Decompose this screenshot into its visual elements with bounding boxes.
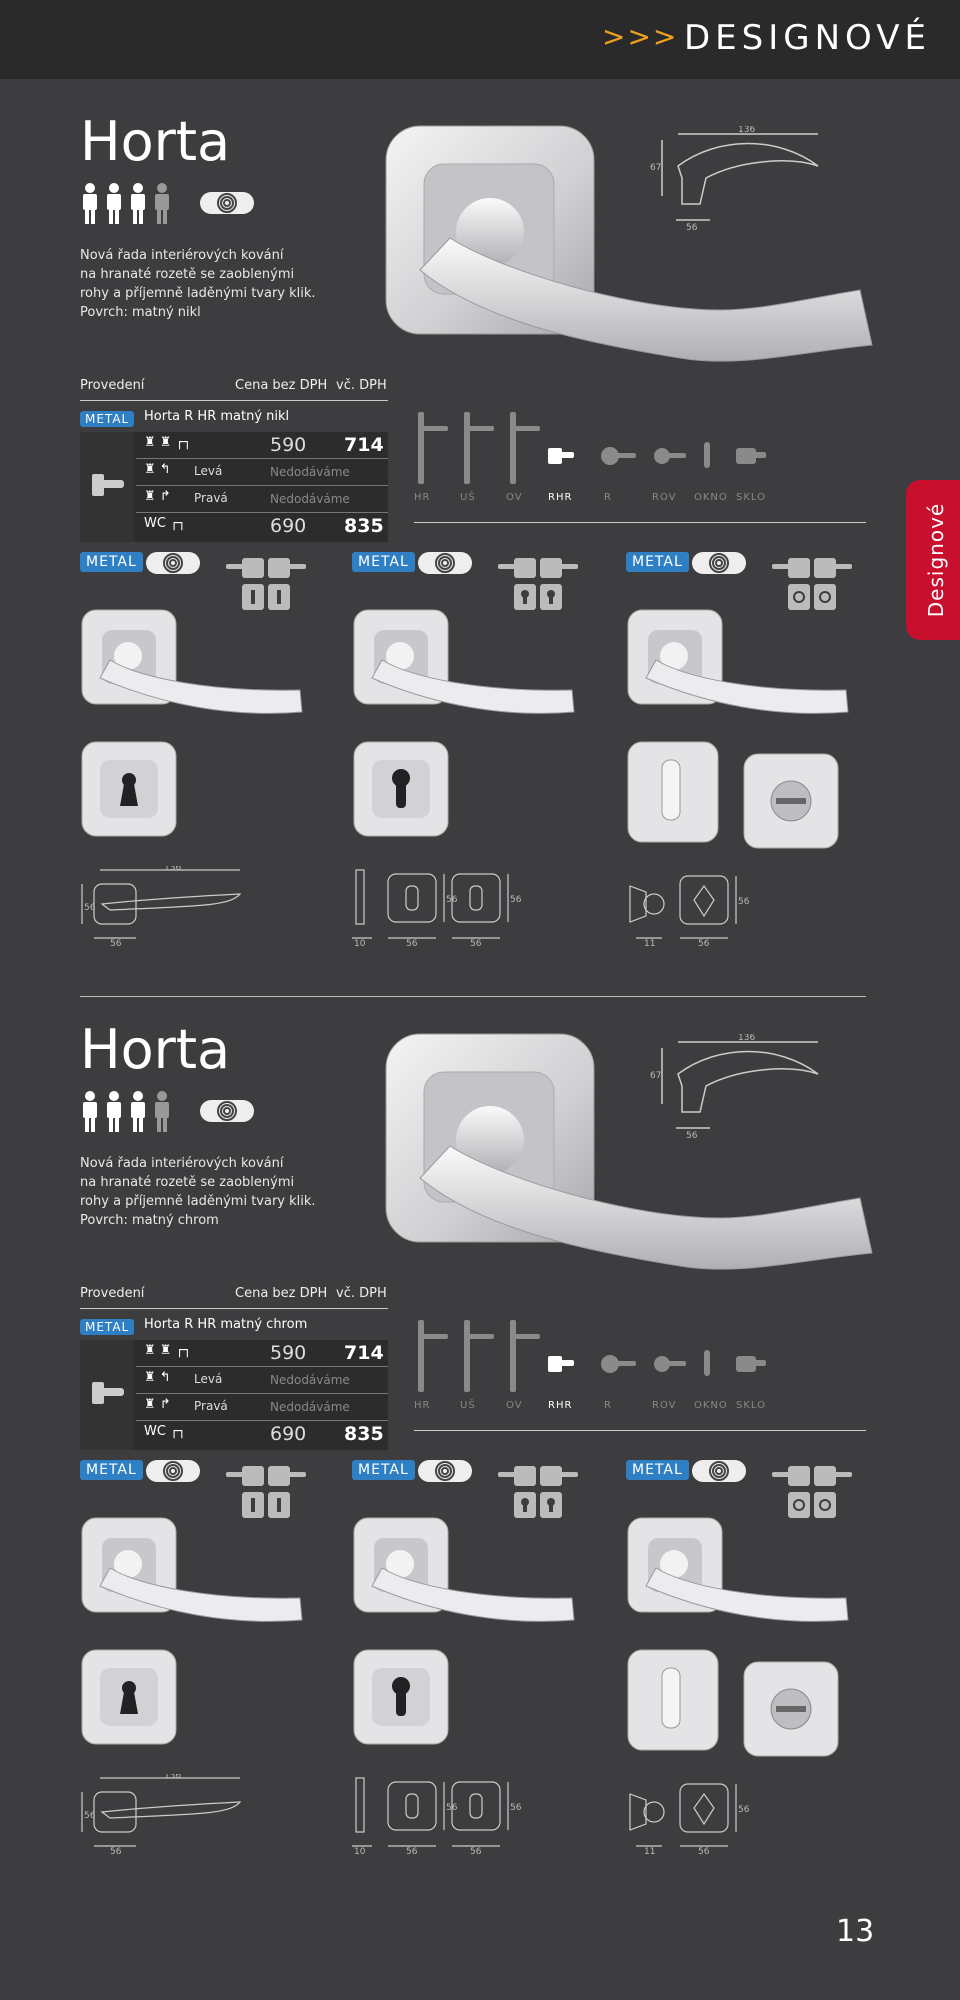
escutcheon-keyhole-image — [80, 740, 180, 844]
price-with-vat: 835 — [344, 1423, 384, 1445]
handle-type-label: OV — [506, 1400, 523, 1411]
price-rows — [80, 1340, 388, 1450]
wc-thumbturn-image — [626, 740, 846, 854]
section-divider — [80, 996, 866, 997]
not-supplied-note: Nedodáváme — [270, 1400, 350, 1414]
price-with-vat: 714 — [344, 1342, 384, 1364]
svg-text:136: 136 — [164, 866, 182, 873]
svg-text:11: 11 — [644, 1847, 656, 1854]
divider — [80, 400, 388, 401]
handle-type-label: R — [604, 1400, 612, 1411]
wear-rating-icon — [200, 192, 254, 214]
price-without-vat: 590 — [270, 1342, 307, 1364]
not-supplied-note: Nedodáváme — [270, 492, 350, 506]
handle-type-label: UŠ — [460, 1400, 476, 1411]
lock-type-icon: ♜ ♜ ┌┐ — [144, 435, 192, 450]
product-row — [80, 1316, 388, 1336]
handle-type-label: OKNO — [694, 492, 728, 503]
col-provedeni: Provedení — [80, 1286, 145, 1301]
wc-thumbturn-image — [626, 1648, 846, 1762]
col-price-with-vat: vč. DPH — [336, 378, 387, 393]
divider — [414, 522, 866, 523]
svg-text:56: 56 — [470, 939, 482, 946]
svg-text:56: 56 — [738, 897, 750, 907]
lever-image — [352, 608, 582, 742]
side-label: Pravá — [194, 1399, 228, 1413]
handle-type-label: RHR — [548, 1400, 573, 1411]
lever-image — [80, 1516, 310, 1650]
variant-column-wc — [626, 1456, 896, 1876]
price-table-header — [80, 1286, 388, 1308]
escutcheon-cylinder-image — [352, 1648, 452, 1752]
rose-icon — [80, 432, 134, 542]
handle-type-label: HR — [414, 492, 431, 503]
wear-rating-icon — [200, 1100, 254, 1122]
dimension-drawing — [648, 1034, 848, 1148]
svg-text:136: 136 — [738, 1034, 756, 1043]
variant-column-keyhole — [80, 1456, 350, 1876]
lock-type-icon: WC ┌┐ — [144, 1424, 186, 1439]
desc-line: Nová řada interiérových kování — [80, 1156, 284, 1171]
price-row-right — [136, 1394, 388, 1421]
handle-type-label: UŠ — [460, 492, 476, 503]
not-supplied-note: Nedodáváme — [270, 465, 350, 479]
metal-badge: METAL — [80, 552, 143, 572]
dimension-drawing — [80, 866, 260, 950]
desc-line: na hranaté rozetě se zaoblenými — [80, 1175, 295, 1190]
page-number: 13 — [836, 1914, 875, 1949]
svg-text:56: 56 — [738, 1805, 750, 1815]
metal-badge: METAL — [626, 552, 689, 572]
svg-text:10: 10 — [354, 939, 366, 946]
svg-text:56: 56 — [686, 1131, 698, 1141]
product-section — [0, 1018, 960, 1918]
metal-badge: METAL — [80, 411, 134, 427]
divider — [80, 1308, 388, 1309]
svg-text:136: 136 — [738, 126, 756, 135]
product-title: Horta — [80, 1018, 231, 1081]
price-rows — [80, 432, 388, 542]
svg-text:56: 56 — [686, 223, 698, 233]
variant-column-cylinder — [352, 548, 622, 968]
lock-type-icon: WC ┌┐ — [144, 516, 186, 531]
handle-type-legend — [414, 1314, 866, 1424]
load-rating-icon — [80, 182, 180, 230]
escutcheon-keyhole-image — [80, 1648, 180, 1752]
col-price-without-vat: Cena bez DPH — [235, 1286, 328, 1301]
dimension-drawing — [80, 1774, 260, 1858]
svg-text:56: 56 — [510, 895, 522, 905]
price-row-right — [136, 486, 388, 513]
svg-text:67: 67 — [650, 1071, 662, 1081]
price-row-wc — [136, 1421, 388, 1447]
price-row-left — [136, 1367, 388, 1394]
price-with-vat: 714 — [344, 434, 384, 456]
price-table-header — [80, 378, 388, 400]
load-rating-icon — [80, 1090, 180, 1138]
price-row-keyhole — [136, 1340, 388, 1367]
handle-type-label: HR — [414, 1400, 431, 1411]
col-price-without-vat: Cena bez DPH — [235, 378, 328, 393]
metal-badge: METAL — [80, 1460, 143, 1480]
col-price-with-vat: vč. DPH — [336, 1286, 387, 1301]
wear-rating-icon — [418, 1460, 472, 1482]
variant-column-wc — [626, 548, 896, 968]
lever-image — [626, 1516, 856, 1650]
lock-type-icon: ♜ ↱ — [144, 489, 171, 504]
price-without-vat: 690 — [270, 515, 307, 537]
header-title: DESIGNOVÉ — [684, 18, 931, 58]
dimension-drawing — [626, 866, 786, 950]
side-label: Levá — [194, 464, 223, 478]
side-tab-label: Designové — [924, 502, 948, 618]
wear-rating-icon — [146, 552, 200, 574]
product-title: Horta — [80, 110, 231, 173]
desc-line: Povrch: matný nikl — [80, 305, 201, 320]
svg-text:56: 56 — [84, 903, 96, 913]
handle-type-label: SKLO — [736, 492, 766, 503]
price-without-vat: 690 — [270, 1423, 307, 1445]
dimension-drawing — [352, 1774, 552, 1858]
svg-text:56: 56 — [406, 1847, 418, 1854]
handle-type-label: OV — [506, 492, 523, 503]
handle-type-label: R — [604, 492, 612, 503]
svg-text:56: 56 — [446, 1803, 458, 1813]
svg-text:10: 10 — [354, 1847, 366, 1854]
svg-text:11: 11 — [644, 939, 656, 946]
col-provedeni: Provedení — [80, 378, 145, 393]
product-section — [0, 110, 960, 1010]
handle-type-label: SKLO — [736, 1400, 766, 1411]
price-row-wc — [136, 513, 388, 539]
svg-text:56: 56 — [698, 1847, 710, 1854]
lever-image — [80, 608, 310, 742]
svg-text:136: 136 — [164, 1774, 182, 1781]
svg-text:56: 56 — [510, 1803, 522, 1813]
rose-icon — [80, 1340, 134, 1450]
handle-type-legend — [414, 406, 866, 516]
desc-line: na hranaté rozetě se zaoblenými — [80, 267, 295, 282]
variant-column-keyhole — [80, 548, 350, 968]
svg-text:56: 56 — [110, 939, 122, 946]
metal-badge: METAL — [626, 1460, 689, 1480]
escutcheon-cylinder-image — [352, 740, 452, 844]
header-bar — [0, 0, 960, 79]
lock-type-icon: ♜ ↱ — [144, 1397, 171, 1412]
dimension-drawing — [352, 866, 552, 950]
svg-text:67: 67 — [650, 163, 662, 173]
lock-type-icon: ♜ ↰ — [144, 1370, 171, 1385]
product-description — [80, 246, 360, 322]
price-row-left — [136, 459, 388, 486]
svg-text:56: 56 — [406, 939, 418, 946]
handle-type-label: ROV — [652, 492, 677, 503]
product-variant-name: Horta R HR matný chrom — [144, 1317, 308, 1332]
svg-text:56: 56 — [84, 1811, 96, 1821]
wear-rating-icon — [146, 1460, 200, 1482]
product-variant-name: Horta R HR matný nikl — [144, 409, 290, 424]
product-description — [80, 1154, 360, 1230]
lever-image — [626, 608, 856, 742]
svg-text:56: 56 — [470, 1847, 482, 1854]
metal-badge: METAL — [80, 1319, 134, 1335]
lever-image — [352, 1516, 582, 1650]
desc-line: Povrch: matný chrom — [80, 1213, 219, 1228]
svg-text:56: 56 — [698, 939, 710, 946]
metal-badge: METAL — [352, 552, 415, 572]
side-label: Levá — [194, 1372, 223, 1386]
lock-type-icon: ♜ ↰ — [144, 462, 171, 477]
dimension-drawing — [648, 126, 848, 240]
handle-type-label: ROV — [652, 1400, 677, 1411]
header-arrows: >>> — [602, 20, 679, 53]
desc-line: rohy a příjemně laděnými tvary klik. — [80, 286, 316, 301]
not-supplied-note: Nedodáváme — [270, 1373, 350, 1387]
svg-text:56: 56 — [446, 895, 458, 905]
product-row — [80, 408, 388, 428]
dimension-drawing — [626, 1774, 786, 1858]
handle-type-label: RHR — [548, 492, 573, 503]
desc-line: Nová řada interiérových kování — [80, 248, 284, 263]
wear-rating-icon — [692, 552, 746, 574]
divider — [414, 1430, 866, 1431]
variant-column-cylinder — [352, 1456, 622, 1876]
metal-badge: METAL — [352, 1460, 415, 1480]
price-without-vat: 590 — [270, 434, 307, 456]
desc-line: rohy a příjemně laděnými tvary klik. — [80, 1194, 316, 1209]
price-row-keyhole — [136, 432, 388, 459]
price-with-vat: 835 — [344, 515, 384, 537]
svg-text:56: 56 — [110, 1847, 122, 1854]
lock-type-icon: ♜ ♜ ┌┐ — [144, 1343, 192, 1358]
handle-type-label: OKNO — [694, 1400, 728, 1411]
wear-rating-icon — [692, 1460, 746, 1482]
wear-rating-icon — [418, 552, 472, 574]
side-label: Pravá — [194, 491, 228, 505]
